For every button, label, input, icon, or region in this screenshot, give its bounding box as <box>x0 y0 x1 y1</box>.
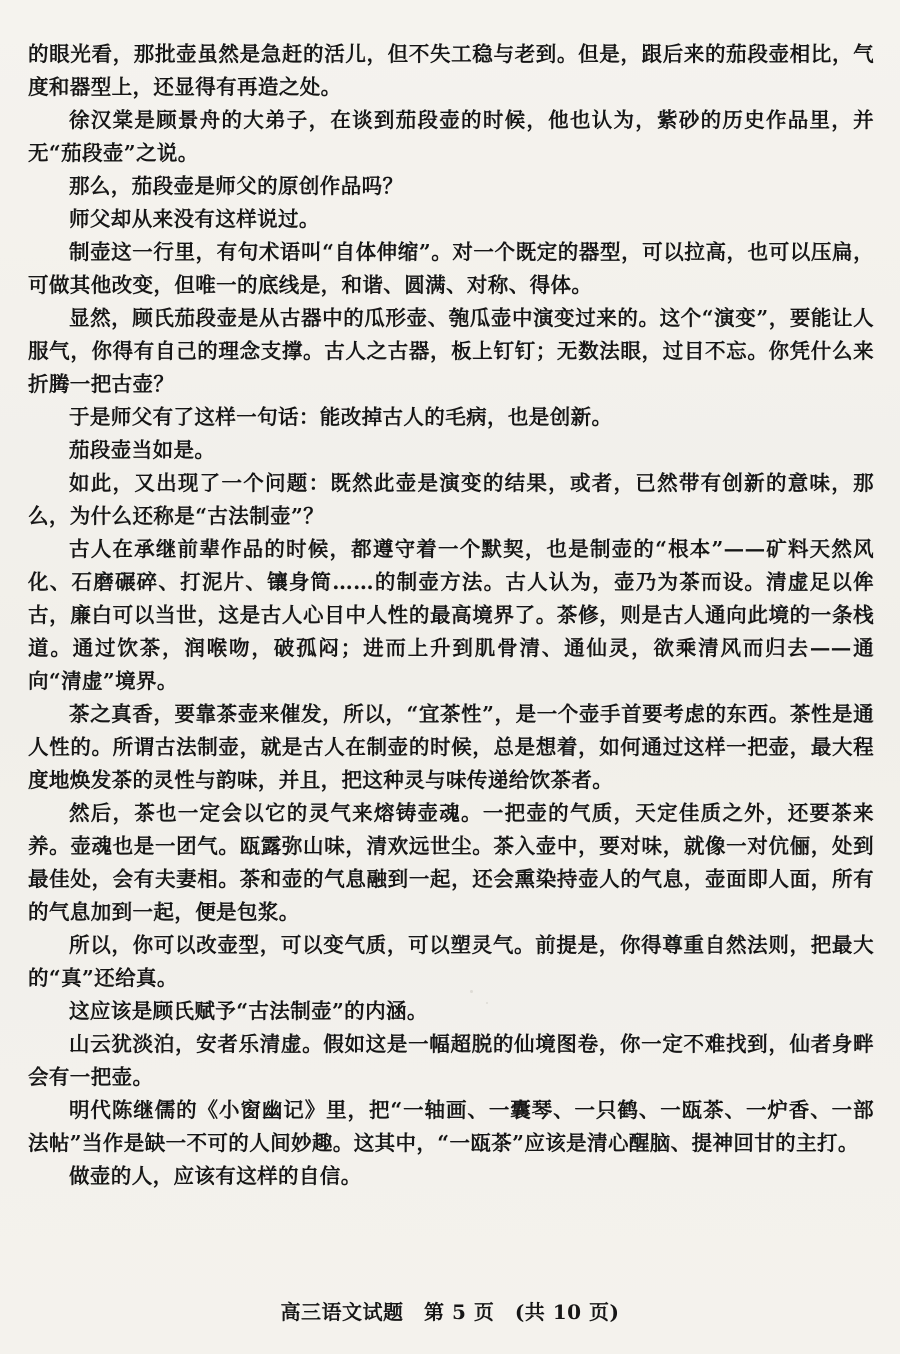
paragraph: 然后，茶也一定会以它的灵气来熔铸壶魂。一把壶的气质，天定佳质之外，还要茶来养。壶魂也是一团气。瓯露弥山味，清欢远世尘。茶入壶中，要对味，就像一对伉俪，处到最佳处，会有夫妻相。茶和壶的气息融到一起，还会熏染持壶人的气息，壶面即人面，所有的气息加到一起，便是包浆。 <box>28 801 874 924</box>
page-footer: 高三语文试题 第 5 页 (共 10 页) <box>280 1300 620 1324</box>
paragraph: 这应该是顾氏赋予“古法制壶”的内涵。 <box>69 999 428 1023</box>
paragraph: 茄段壶当如是。 <box>69 438 216 462</box>
paragraph: 制壶这一行里，有句术语叫“自体伸缩”。对一个既定的器型，可以拉高，也可以压扁，可做其他改变，但唯一的底线是，和谐、圆满、对称、得体。 <box>28 240 874 297</box>
paragraph: 师父却从来没有这样说过。 <box>69 207 320 231</box>
paragraph: 做壶的人，应该有这样的自信。 <box>69 1164 362 1188</box>
paragraph: 山云犹淡泊，安者乐清虚。假如这是一幅超脱的仙境图卷，你一定不难找到，仙者身畔会有一把壶。 <box>28 1032 874 1089</box>
paragraph: 如此，又出现了一个问题：既然此壶是演变的结果，或者，已然带有创新的意味，那么，为什么还称是“古法制壶”？ <box>28 471 874 528</box>
article-body <box>28 38 874 1193</box>
paragraph: 徐汉棠是顾景舟的大弟子，在谈到茄段壶的时候，他也认为，紫砂的历史作品里，并无“茄段壶”之说。 <box>28 108 874 165</box>
paragraph: 那么，茄段壶是师父的原创作品吗？ <box>69 174 404 198</box>
paragraph: 所以，你可以改壶型，可以变气质，可以塑灵气。前提是，你得尊重自然法则，把最大的“真”还给真。 <box>28 933 874 990</box>
paragraph: 古人在承继前辈作品的时候，都遵守着一个默契，也是制壶的“根本”——矿料天然风化、石磨碾碎、打泥片、镶身筒……的制壶方法。古人认为，壶乃为茶而设。清虚足以侔古，廉白可以当世，这是古人心目中人性的最高境界了。茶修，则是古人通向此境的一条栈道。通过饮茶，润喉吻，破孤闷；进而上升到肌骨清、通仙灵，欲乘清风而归去——通向“清虚”境界。 <box>28 537 874 693</box>
paragraph: 的眼光看，那批壶虽然是急赶的活儿，但不失工稳与老到。但是，跟后来的茄段壶相比，气度和器型上，还显得有再造之处。 <box>28 42 874 99</box>
paragraph: 明代陈继儒的《小窗幽记》里，把“一轴画、一囊琴、一只鹤、一瓯茶、一炉香、一部法帖”当作是缺一不可的人间妙趣。这其中，“一瓯茶”应该是清心醒脑、提神回甘的主打。 <box>28 1098 874 1155</box>
paragraph: 显然，顾氏茄段壶是从古器中的瓜形壶、匏瓜壶中演变过来的。这个“演变”，要能让人服气，你得有自己的理念支撑。古人之古器，板上钉钉；无数法眼，过目不忘。你凭什么来折腾一把古壶？ <box>28 306 874 396</box>
paragraph: 茶之真香，要靠茶壶来催发，所以，“宜茶性”，是一个壶手首要考虑的东西。茶性是通人性的。所谓古法制壶，就是古人在制壶的时候，总是想着，如何通过这样一把壶，最大程度地焕发茶的灵性与韵味，并且，把这种灵与味传递给饮茶者。 <box>28 702 874 792</box>
paragraph: 于是师父有了这样一句话：能改掉古人的毛病，也是创新。 <box>69 405 613 429</box>
